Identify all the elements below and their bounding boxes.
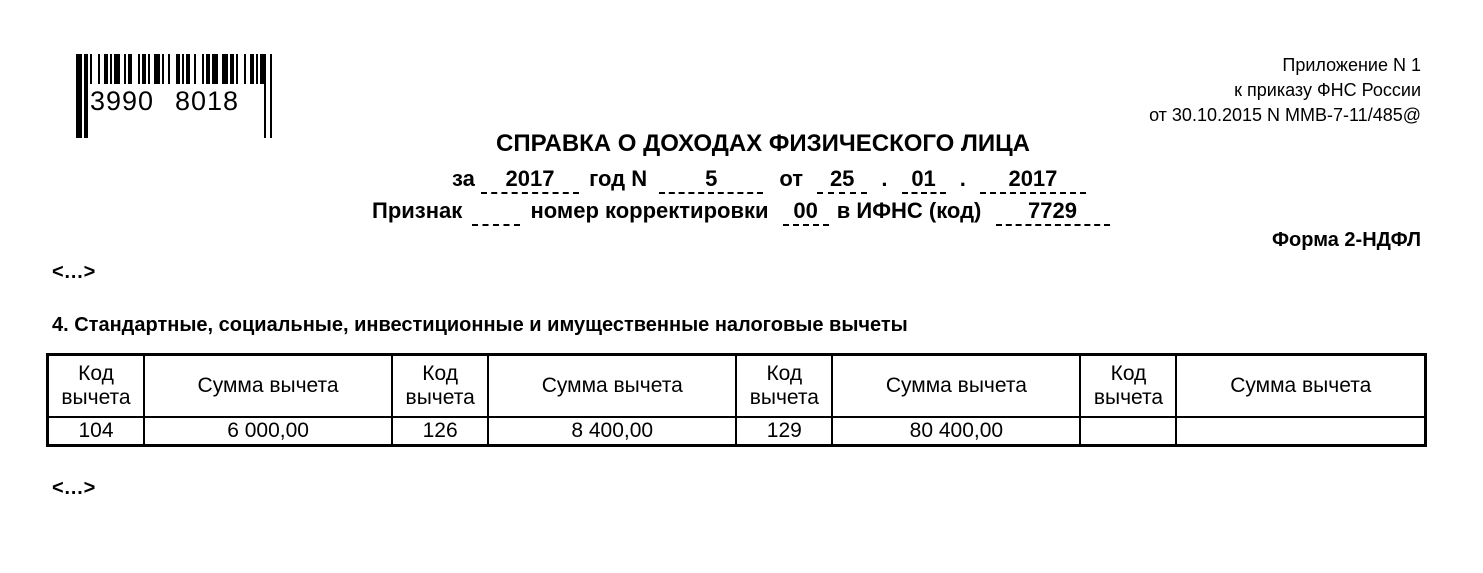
date-dot-1: . — [881, 166, 888, 191]
year-field: 2017 — [481, 168, 579, 194]
omission-marker-bottom: <…> — [52, 477, 96, 499]
date-dot-2: . — [959, 166, 966, 191]
appendix-reference — [1149, 53, 1421, 128]
form-name: Форма 2-НДФЛ — [1271, 229, 1421, 251]
ifns-code-field: 7729 — [996, 200, 1110, 226]
header-deduction-amount: Сумма вычета — [144, 355, 392, 418]
header-deduction-code: Код вычета — [736, 355, 832, 418]
deduction-code-cell: 126 — [392, 417, 488, 446]
date-year-field: 2017 — [980, 168, 1086, 194]
deduction-amount-cell: 6 000,00 — [144, 417, 392, 446]
barcode-right-digits: 8018 — [175, 86, 240, 116]
certificate-number-line — [452, 166, 1086, 194]
appendix-line-3: от 30.10.2015 N ММВ-7-11/485@ — [1149, 105, 1421, 125]
deduction-code-cell — [1080, 417, 1176, 446]
deductions-table — [46, 353, 1427, 447]
deduction-amount-cell — [1176, 417, 1425, 446]
document-title: СПРАВКА О ДОХОДАХ ФИЗИЧЕСКОГО ЛИЦА — [496, 130, 1030, 157]
header-deduction-code: Код вычета — [392, 355, 488, 418]
number-field: 5 — [659, 168, 763, 194]
table-header-row — [48, 355, 1426, 418]
priznak-field — [472, 200, 520, 226]
barcode-bar — [84, 54, 88, 138]
barcode-left-digits: 3990 — [90, 86, 155, 116]
ifns-label: в ИФНС (код) — [836, 198, 982, 223]
table-row — [48, 417, 1426, 446]
deduction-code-cell: 129 — [736, 417, 832, 446]
section-4-title: 4. Стандартные, социальные, инвестиционные и имущественные налоговые вычеты — [52, 314, 908, 336]
header-deduction-amount: Сумма вычета — [488, 355, 736, 418]
month-field: 01 — [902, 168, 946, 194]
priznak-label: Признак — [372, 198, 463, 223]
correction-field: 00 — [783, 200, 829, 226]
ot-label: от — [779, 166, 804, 191]
header-deduction-amount: Сумма вычета — [832, 355, 1080, 418]
header-deduction-code: Код вычета — [48, 355, 145, 418]
god-n-label: год N — [589, 166, 648, 191]
za-label: за — [452, 166, 475, 191]
appendix-line-2: к приказу ФНС России — [1234, 80, 1421, 100]
omission-marker-top: <…> — [52, 261, 96, 283]
header-deduction-amount: Сумма вычета — [1176, 355, 1425, 418]
barcode-bar — [270, 54, 272, 138]
barcode-bar — [76, 54, 82, 138]
deduction-amount-cell: 8 400,00 — [488, 417, 736, 446]
appendix-line-1: Приложение N 1 — [1282, 55, 1421, 75]
header-deduction-code: Код вычета — [1080, 355, 1176, 418]
correction-line — [372, 198, 1110, 226]
deduction-code-cell: 104 — [48, 417, 145, 446]
correction-label: номер корректировки — [530, 198, 769, 223]
deduction-amount-cell: 80 400,00 — [832, 417, 1080, 446]
day-field: 25 — [817, 168, 867, 194]
